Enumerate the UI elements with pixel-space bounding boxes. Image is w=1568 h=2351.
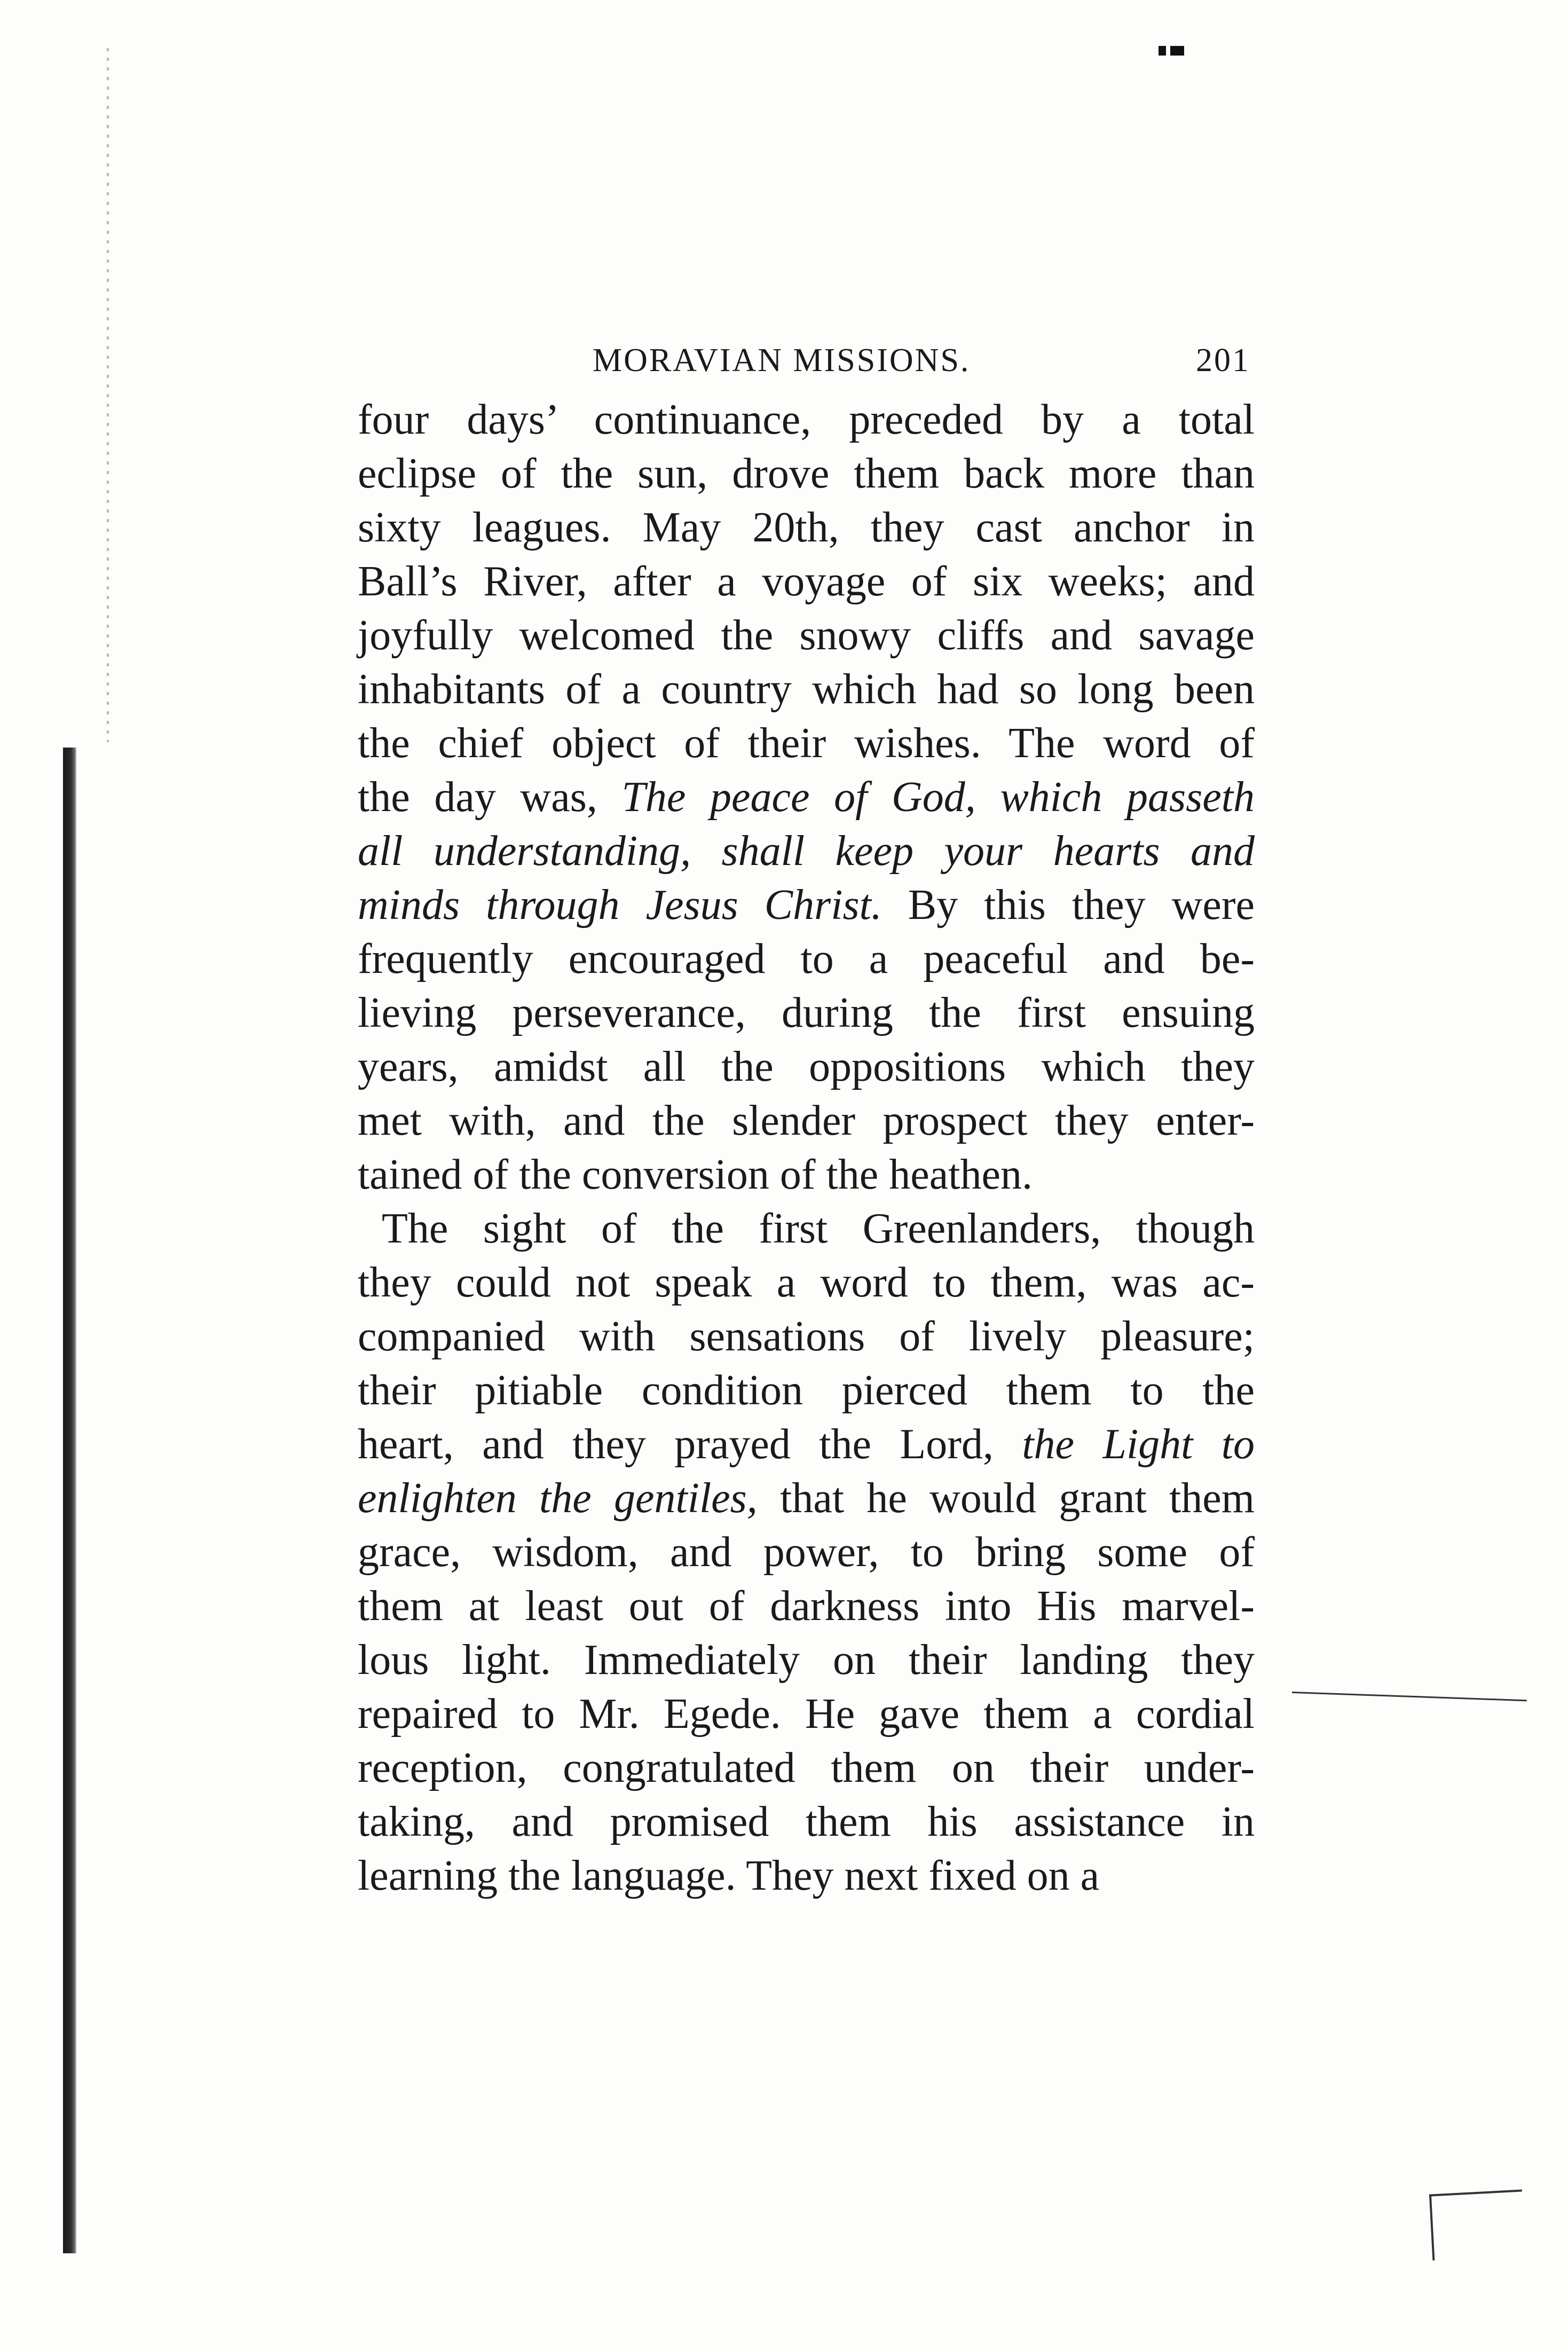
ink-speck	[1170, 46, 1184, 56]
italic-text: The peace of God, which passeth	[621, 774, 1255, 821]
text-line	[358, 986, 1255, 1040]
binding-dots	[107, 48, 109, 742]
page-number: 201	[1196, 342, 1250, 379]
text-line	[358, 1040, 1255, 1094]
running-head	[358, 342, 1255, 393]
text-run: frequently encouraged to a peaceful and be-	[358, 935, 1255, 982]
text-run: taking, and promised them his assistance in	[358, 1798, 1255, 1845]
text-line	[358, 770, 1255, 824]
text-run: lous light. Immediately on their landing they	[358, 1637, 1255, 1684]
text-run: companied with sensations of lively pleasure;	[358, 1313, 1255, 1360]
text-line	[358, 447, 1255, 501]
text-line	[358, 1148, 1255, 1202]
text-line	[358, 1364, 1255, 1418]
binding-shadow	[63, 748, 77, 2253]
text-line	[358, 1741, 1255, 1795]
text-run: them at least out of darkness into His marvel-	[358, 1583, 1255, 1630]
text-line	[358, 1418, 1255, 1472]
text-line	[358, 1310, 1255, 1364]
text-line	[358, 824, 1255, 878]
text-line	[358, 393, 1255, 447]
corner-mark	[1429, 2190, 1525, 2261]
text-line	[358, 717, 1255, 770]
text-line	[358, 1687, 1255, 1741]
text-line	[358, 1526, 1255, 1579]
italic-text: the Light to	[1022, 1421, 1255, 1468]
text-run: joyfully welcomed the snowy cliffs and savage	[358, 612, 1255, 659]
text-line	[358, 1633, 1255, 1687]
text-run: heart, and they prayed the Lord,	[358, 1421, 1022, 1468]
text-run: the chief object of their wishes. The word of	[358, 720, 1255, 767]
text-run: they could not speak a word to them, was ac-	[358, 1259, 1255, 1306]
running-head-title: MORAVIAN MISSIONS.	[593, 342, 971, 379]
text-run: tained of the conversion of the heathen.	[358, 1151, 1033, 1198]
stray-pen-line	[1292, 1692, 1527, 1701]
italic-text: all understanding, shall keep your hearts and	[358, 828, 1255, 875]
text-run: their pitiable condition pierced them to the	[358, 1367, 1255, 1414]
text-line	[358, 1472, 1255, 1526]
italic-text: minds through Jesus Christ.	[358, 882, 882, 929]
text-line	[358, 1256, 1255, 1310]
text-run: lieving perseverance, during the first ensuing	[358, 989, 1255, 1036]
text-run: met with, and the slender prospect they enter-	[358, 1097, 1255, 1144]
paragraph	[358, 393, 1255, 1202]
text-line	[358, 501, 1255, 555]
text-block	[358, 342, 1255, 1903]
text-line	[358, 1849, 1255, 1903]
text-line	[358, 1579, 1255, 1633]
text-run: By this they were	[881, 882, 1255, 929]
text-line	[358, 1202, 1255, 1256]
text-run: learning the language. They next fixed on a	[358, 1852, 1100, 1899]
text-line	[358, 555, 1255, 609]
text-run: eclipse of the sun, drove them back more than	[358, 450, 1255, 497]
text-line	[358, 932, 1255, 986]
text-run: inhabitants of a country which had so long been	[358, 666, 1255, 713]
ink-speck	[1159, 46, 1166, 56]
text-run: repaired to Mr. Egede. He gave them a cordial	[358, 1690, 1255, 1737]
text-run: the day was,	[358, 774, 622, 821]
text-run: sixty leagues. May 20th, they cast anchor in	[358, 504, 1255, 551]
text-line	[358, 663, 1255, 717]
italic-text: enlighten the gentiles,	[358, 1475, 758, 1522]
body-text	[358, 393, 1255, 1903]
text-line	[358, 878, 1255, 932]
text-run: The sight of the first Greenlanders, though	[382, 1205, 1255, 1252]
text-line	[358, 609, 1255, 663]
text-run: reception, congratulated them on their under-	[358, 1744, 1255, 1791]
text-line	[358, 1094, 1255, 1148]
paragraph	[358, 1202, 1255, 1903]
text-run: years, amidst all the oppositions which they	[358, 1043, 1255, 1090]
text-run: four days’ continuance, preceded by a total	[358, 396, 1255, 443]
text-run: that he would grant them	[757, 1475, 1255, 1522]
text-run: Ball’s River, after a voyage of six weeks; and	[358, 558, 1255, 605]
text-run: grace, wisdom, and power, to bring some of	[358, 1529, 1255, 1576]
text-line	[358, 1795, 1255, 1849]
